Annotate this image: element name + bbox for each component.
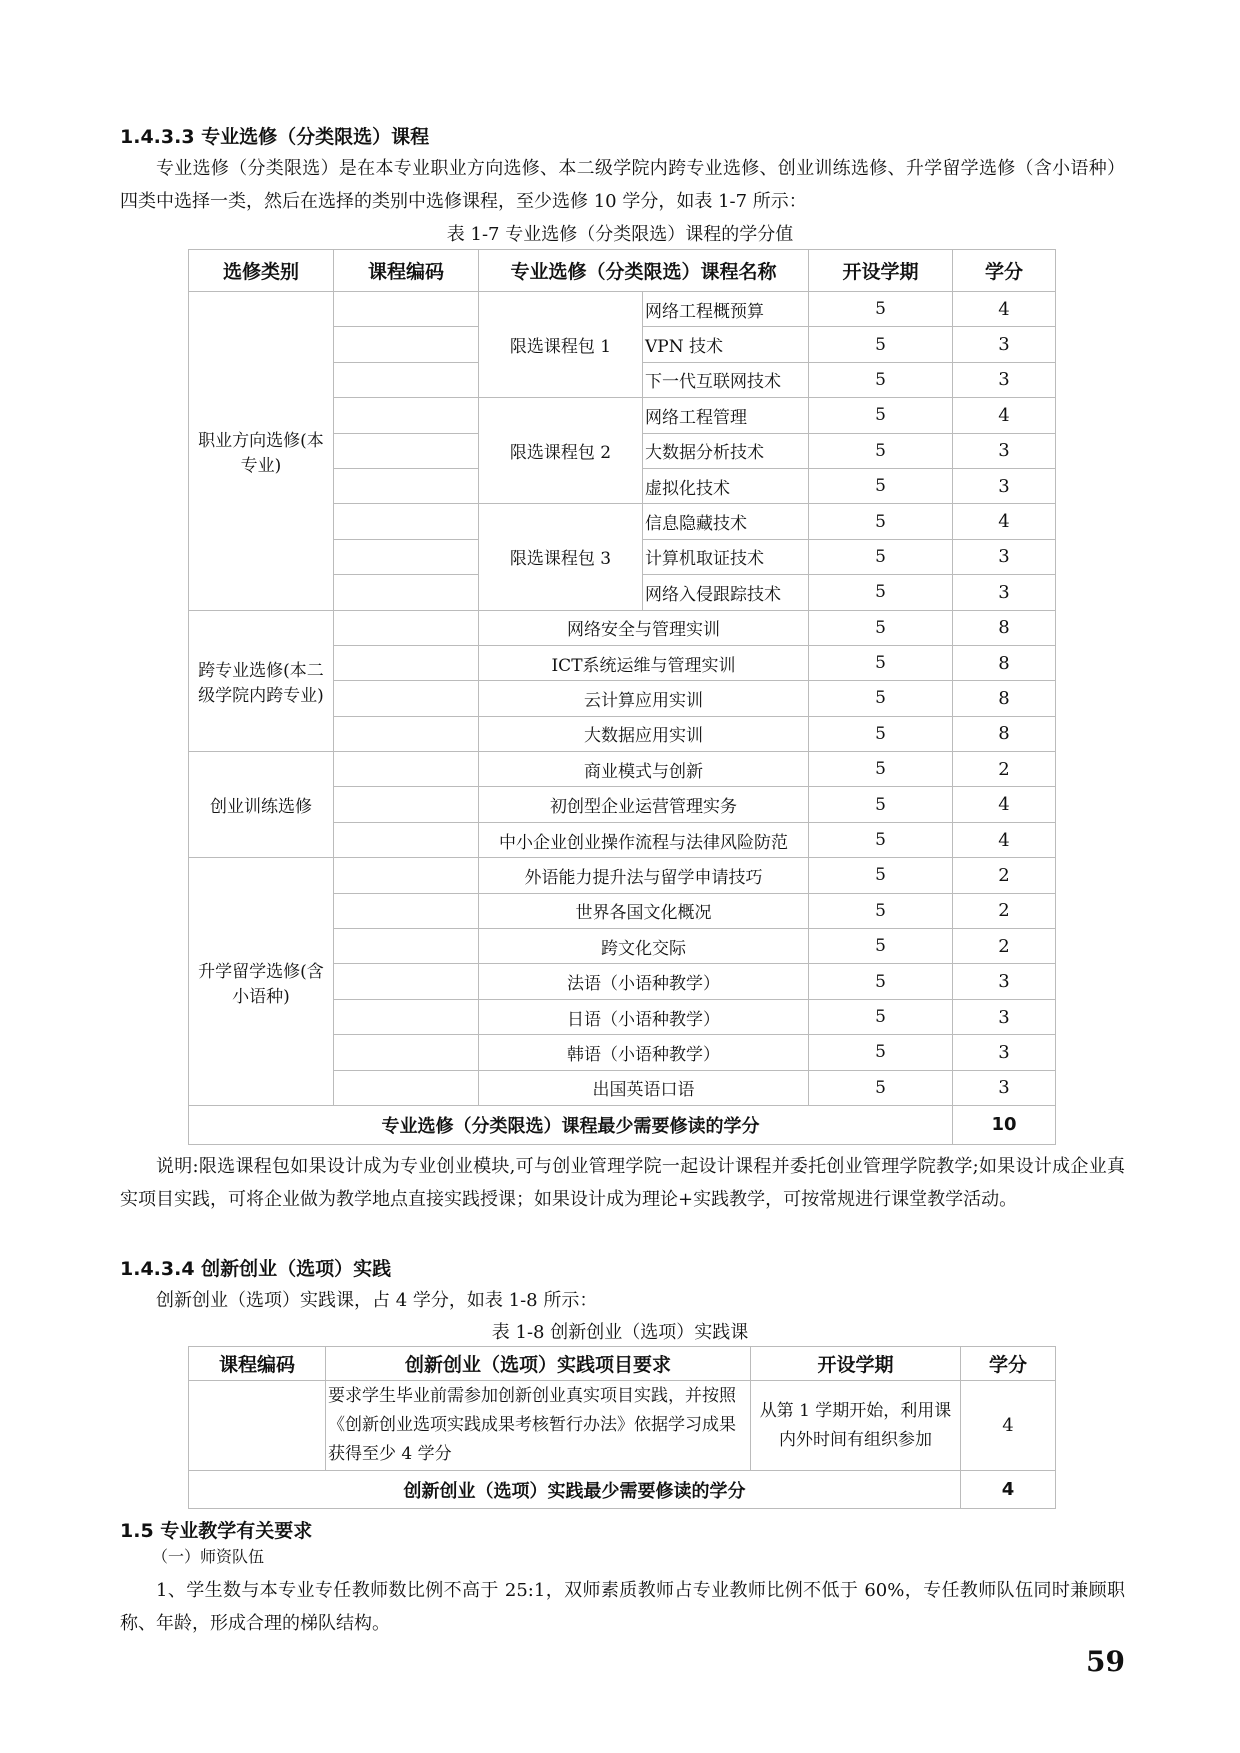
credit-cell: 4 — [953, 504, 1056, 539]
credit-cell: 2 — [953, 752, 1056, 787]
table-row — [189, 1381, 1056, 1471]
faculty-paragraph: 1、学生数与本专业专任教师数比例不高于 25:1，双师素质教师占专业教师比例不低于 60%，专任教师队伍同时兼顾职称、年龄，形成合理的梯队结构。 — [120, 1580, 1125, 1634]
credit-cell: 2 — [953, 929, 1056, 964]
total-value: 10 — [953, 1105, 1056, 1144]
subheading-faculty: （一）师资队伍 — [152, 1547, 265, 1566]
semester-cell: 5 — [809, 752, 953, 787]
table-row — [189, 752, 1056, 787]
page-number: 59 — [1086, 1645, 1125, 1678]
credit-cell: 3 — [953, 575, 1056, 610]
table-header-row — [189, 250, 1056, 292]
semester-cell: 5 — [809, 468, 953, 503]
course-code-cell — [334, 433, 479, 468]
semester-cell: 5 — [809, 610, 953, 645]
course-name-cell: 外语能力提升法与留学申请技巧 — [479, 858, 809, 893]
credit-cell: 3 — [953, 327, 1056, 362]
credit-cell: 3 — [953, 468, 1056, 503]
course-code-cell — [334, 929, 479, 964]
course-name-cell: 信息隐藏技术 — [643, 504, 809, 539]
credit-cell: 8 — [953, 681, 1056, 716]
course-code-cell — [334, 539, 479, 574]
semester-cell: 5 — [809, 292, 953, 327]
course-code-cell — [334, 645, 479, 680]
course-name-cell: 下一代互联网技术 — [643, 362, 809, 397]
credit-cell: 4 — [953, 822, 1056, 857]
course-code-cell — [334, 752, 479, 787]
course-name-cell: 网络入侵跟踪技术 — [643, 575, 809, 610]
credit-cell: 2 — [953, 858, 1056, 893]
category-cell: 职业方向选修(本专业) — [189, 292, 334, 611]
credit-cell: 8 — [953, 645, 1056, 680]
semester-cell: 5 — [809, 504, 953, 539]
semester-cell: 5 — [809, 716, 953, 751]
course-code-cell — [334, 504, 479, 539]
credit-cell: 4 — [953, 398, 1056, 433]
course-code-cell — [334, 327, 479, 362]
table-1-8-caption: 表 1-8 创新创业（选项）实践课 — [491, 1322, 749, 1343]
semester-cell: 5 — [809, 645, 953, 680]
package-cell: 限选课程包 3 — [479, 504, 643, 610]
section-heading-1-5: 1.5 专业教学有关要求 — [120, 1520, 313, 1542]
credit-cell: 4 — [953, 787, 1056, 822]
table-header-row — [189, 1347, 1056, 1381]
credit-cell: 3 — [953, 1070, 1056, 1105]
course-name-cell: 初创型企业运营管理实务 — [479, 787, 809, 822]
semester-cell: 5 — [809, 1070, 953, 1105]
table-1-8 — [188, 1346, 1056, 1509]
course-name-cell: 大数据分析技术 — [643, 433, 809, 468]
section-heading-1-4-3-3: 1.4.3.3 专业选修（分类限选）课程 — [120, 126, 430, 148]
table-row — [189, 292, 1056, 327]
course-code-cell — [334, 893, 479, 928]
semester-cell: 5 — [809, 787, 953, 822]
semester-cell: 5 — [809, 362, 953, 397]
column-header: 开设学期 — [751, 1347, 961, 1381]
course-name-cell: 计算机取证技术 — [643, 539, 809, 574]
column-header: 学分 — [961, 1347, 1056, 1381]
requirement-cell: 要求学生毕业前需参加创新创业真实项目实践，并按照《创新创业选项实践成果考核暂行办法》依据学习成果获得至少 4 学分 — [326, 1381, 751, 1471]
total-row — [189, 1471, 1056, 1509]
course-name-cell: 世界各国文化概况 — [479, 893, 809, 928]
course-code-cell — [334, 468, 479, 503]
course-code-cell — [334, 1035, 479, 1070]
table-1-7 — [188, 249, 1056, 1145]
course-code-cell — [334, 681, 479, 716]
note-paragraph: 说明:限选课程包如果设计成为专业创业模块,可与创业管理学院一起设计课程并委托创业管理学院教学;如果设计成企业真实项目实践，可将企业做为教学地点直接实践授课；如果设计成为理论+实践教学，可按常规进行课堂教学活动。 — [120, 1156, 1125, 1210]
table-row — [189, 610, 1056, 645]
semester-cell: 5 — [809, 858, 953, 893]
course-name-cell: 网络工程概预算 — [643, 292, 809, 327]
course-code-cell — [334, 610, 479, 645]
credit-cell: 4 — [961, 1381, 1056, 1471]
semester-cell: 5 — [809, 539, 953, 574]
credit-cell: 3 — [953, 539, 1056, 574]
category-cell: 创业训练选修 — [189, 752, 334, 858]
category-cell: 跨专业选修(本二级学院内跨专业) — [189, 610, 334, 752]
semester-cell: 5 — [809, 964, 953, 999]
course-name-cell: 出国英语口语 — [479, 1070, 809, 1105]
course-name-cell: 跨文化交际 — [479, 929, 809, 964]
course-code-cell — [334, 362, 479, 397]
total-row — [189, 1105, 1056, 1144]
course-code-cell — [334, 858, 479, 893]
column-header: 课程编码 — [334, 250, 479, 292]
course-name-cell: 云计算应用实训 — [479, 681, 809, 716]
course-name-cell: 商业模式与创新 — [479, 752, 809, 787]
credit-cell: 8 — [953, 610, 1056, 645]
semester-cell: 5 — [809, 433, 953, 468]
semester-cell: 5 — [809, 398, 953, 433]
semester-cell: 5 — [809, 1035, 953, 1070]
course-code-cell — [334, 398, 479, 433]
total-label: 创新创业（选项）实践最少需要修读的学分 — [189, 1471, 961, 1509]
column-header: 课程编码 — [189, 1347, 326, 1381]
course-name-cell: 网络工程管理 — [643, 398, 809, 433]
credit-cell: 3 — [953, 433, 1056, 468]
semester-cell: 5 — [809, 893, 953, 928]
course-name-cell: 韩语（小语种教学） — [479, 1035, 809, 1070]
course-name-cell: 法语（小语种教学） — [479, 964, 809, 999]
table-1-7-caption: 表 1-7 专业选修（分类限选）课程的学分值 — [446, 224, 794, 245]
course-name-cell: 大数据应用实训 — [479, 716, 809, 751]
column-header: 学分 — [953, 250, 1056, 292]
credit-cell: 3 — [953, 999, 1056, 1034]
course-code-cell — [334, 787, 479, 822]
course-code-cell — [334, 292, 479, 327]
course-name-cell: VPN 技术 — [643, 327, 809, 362]
course-name-cell: 网络安全与管理实训 — [479, 610, 809, 645]
package-cell: 限选课程包 1 — [479, 292, 643, 398]
column-header: 选修类别 — [189, 250, 334, 292]
course-name-cell: 虚拟化技术 — [643, 468, 809, 503]
semester-cell: 5 — [809, 575, 953, 610]
category-cell: 升学留学选修(含小语种) — [189, 858, 334, 1106]
semester-cell: 5 — [809, 929, 953, 964]
course-code-cell — [334, 575, 479, 610]
column-header: 创新创业（选项）实践项目要求 — [326, 1347, 751, 1381]
credit-cell: 2 — [953, 893, 1056, 928]
course-code-cell — [334, 999, 479, 1034]
package-cell: 限选课程包 2 — [479, 398, 643, 504]
course-code-cell — [334, 1070, 479, 1105]
intro-paragraph: 专业选修（分类限选）是在本专业职业方向选修、本二级学院内跨专业选修、创业训练选修、升学留学选修（含小语种）四类中选择一类，然后在选择的类别中选修课程，至少选修 10 学分，如表 1-7 所示： — [120, 158, 1125, 212]
semester-cell: 从第 1 学期开始，利用课内外时间有组织参加 — [751, 1381, 961, 1471]
course-code-cell — [334, 964, 479, 999]
column-header: 开设学期 — [809, 250, 953, 292]
course-code-cell — [189, 1381, 326, 1471]
s2-paragraph: 创新创业（选项）实践课，占 4 学分，如表 1-8 所示： — [156, 1290, 598, 1311]
course-name-cell: ICT系统运维与管理实训 — [479, 645, 809, 680]
course-name-cell: 日语（小语种教学） — [479, 999, 809, 1034]
course-name-cell: 中小企业创业操作流程与法律风险防范 — [479, 822, 809, 857]
total-label: 专业选修（分类限选）课程最少需要修读的学分 — [189, 1105, 953, 1144]
credit-cell: 3 — [953, 362, 1056, 397]
semester-cell: 5 — [809, 822, 953, 857]
semester-cell: 5 — [809, 999, 953, 1034]
total-value: 4 — [961, 1471, 1056, 1509]
credit-cell: 3 — [953, 1035, 1056, 1070]
credit-cell: 8 — [953, 716, 1056, 751]
credit-cell: 3 — [953, 964, 1056, 999]
table-row — [189, 858, 1056, 893]
column-header: 专业选修（分类限选）课程名称 — [479, 250, 809, 292]
course-code-cell — [334, 716, 479, 751]
credit-cell: 4 — [953, 292, 1056, 327]
section-heading-1-4-3-4: 1.4.3.4 创新创业（选项）实践 — [120, 1258, 392, 1280]
semester-cell: 5 — [809, 327, 953, 362]
course-code-cell — [334, 822, 479, 857]
semester-cell: 5 — [809, 681, 953, 716]
